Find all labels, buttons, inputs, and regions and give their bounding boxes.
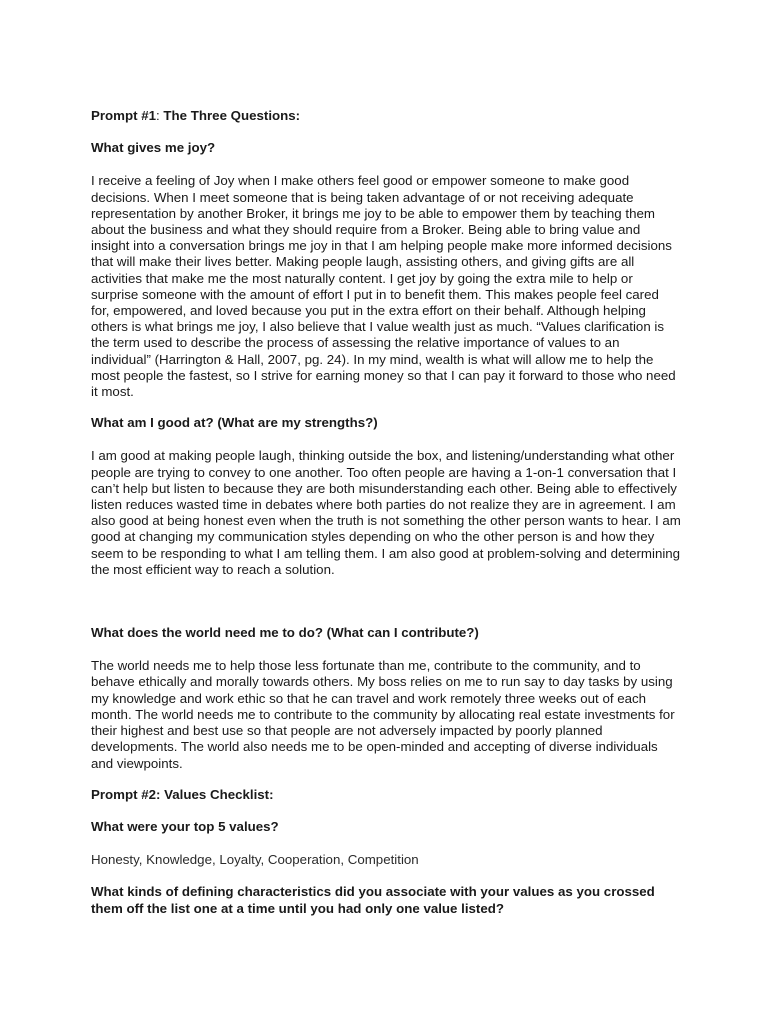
question-joy-answer: I receive a feeling of Joy when I make others feel good or empower someone to make good decisions. When I meet someone that is being taken advantage of or not receiving adequate representation by another Broker, it brings me joy to be able to empower them by teaching them about the business and what they should require from a Broker. Being able to bring value and insight into a conversation brings me joy in that I am helping people make more informed decisions that will make their lives better. Making people laugh, assisting others, and giving gifts are all activities that make me the most naturally content. I get joy by going the extra mile to help or surprise someone with the amount of effort I put in to benefit them. This makes people feel cared for, empowered, and loved because you put in the extra effort on their behalf. Although helping others is what brings me joy, I also believe that I value wealth just as much. “Values clarification is the term used to describe the process of assessing the relative importance of values to an individual” (Harrington & Hall, 2007, pg. 24). In my mind, wealth is what will allow me to help the most people the fastest, so I strive for earning money so that I can pay it forward to those who need it most.: [91, 173, 676, 400]
prompt-1-title: [91, 108, 681, 124]
question-strengths-heading: What am I good at? (What are my strengths?): [91, 415, 378, 431]
question-contribute-heading: What does the world need me to do? (What can I contribute?): [91, 625, 479, 641]
question-top-values-answer: Honesty, Knowledge, Loyalty, Cooperation, Competition: [91, 852, 419, 868]
question-strengths-answer: I am good at making people laugh, thinking outside the box, and listening/understanding what other people are trying to convey to one another. Too often people are having a 1-on-1 conversation that I can’t help but listen to because they are both misunderstanding each other. Being able to effectively listen reduces wasted time in debates where both parties do not realize they are in agreement. I am also good at being honest even when the truth is not something the other person wants to hear. I am good at changing my communication styles depending on who the other person is and how they seem to be responding to what I am telling them. I am also good at problem-solving and determining the most efficient way to reach a solution.: [91, 448, 681, 577]
document-content: [91, 108, 681, 917]
question-top-values-heading: What were your top 5 values?: [91, 818, 279, 834]
prompt-1-colon: :: [156, 108, 164, 123]
prompt-1-prefix: Prompt #1: [91, 108, 157, 123]
prompt-2-title: Prompt #2: Values Checklist:: [91, 786, 274, 802]
question-contribute-answer: The world needs me to help those less fortunate than me, contribute to the community, and to behave ethically and morally towards others. My boss relies on me to run say to day tasks by using my knowledge and work ethic so that he can travel and work remotely three weeks out of each month. The world needs me to contribute to the community by allocating real estate investments for their highest and best use so that people are not adversely impacted by poorly planned developments. The world also needs me to be open-minded and accepting of diverse individuals and viewpoints.: [91, 658, 675, 771]
prompt-1-title-text: The Three Questions:: [163, 108, 301, 123]
question-characteristics-heading: What kinds of defining characteristics did you associate with your values as you crossed them off the list one at a time until you had only one value listed?: [91, 884, 655, 916]
question-joy-heading: What gives me joy?: [91, 140, 216, 156]
